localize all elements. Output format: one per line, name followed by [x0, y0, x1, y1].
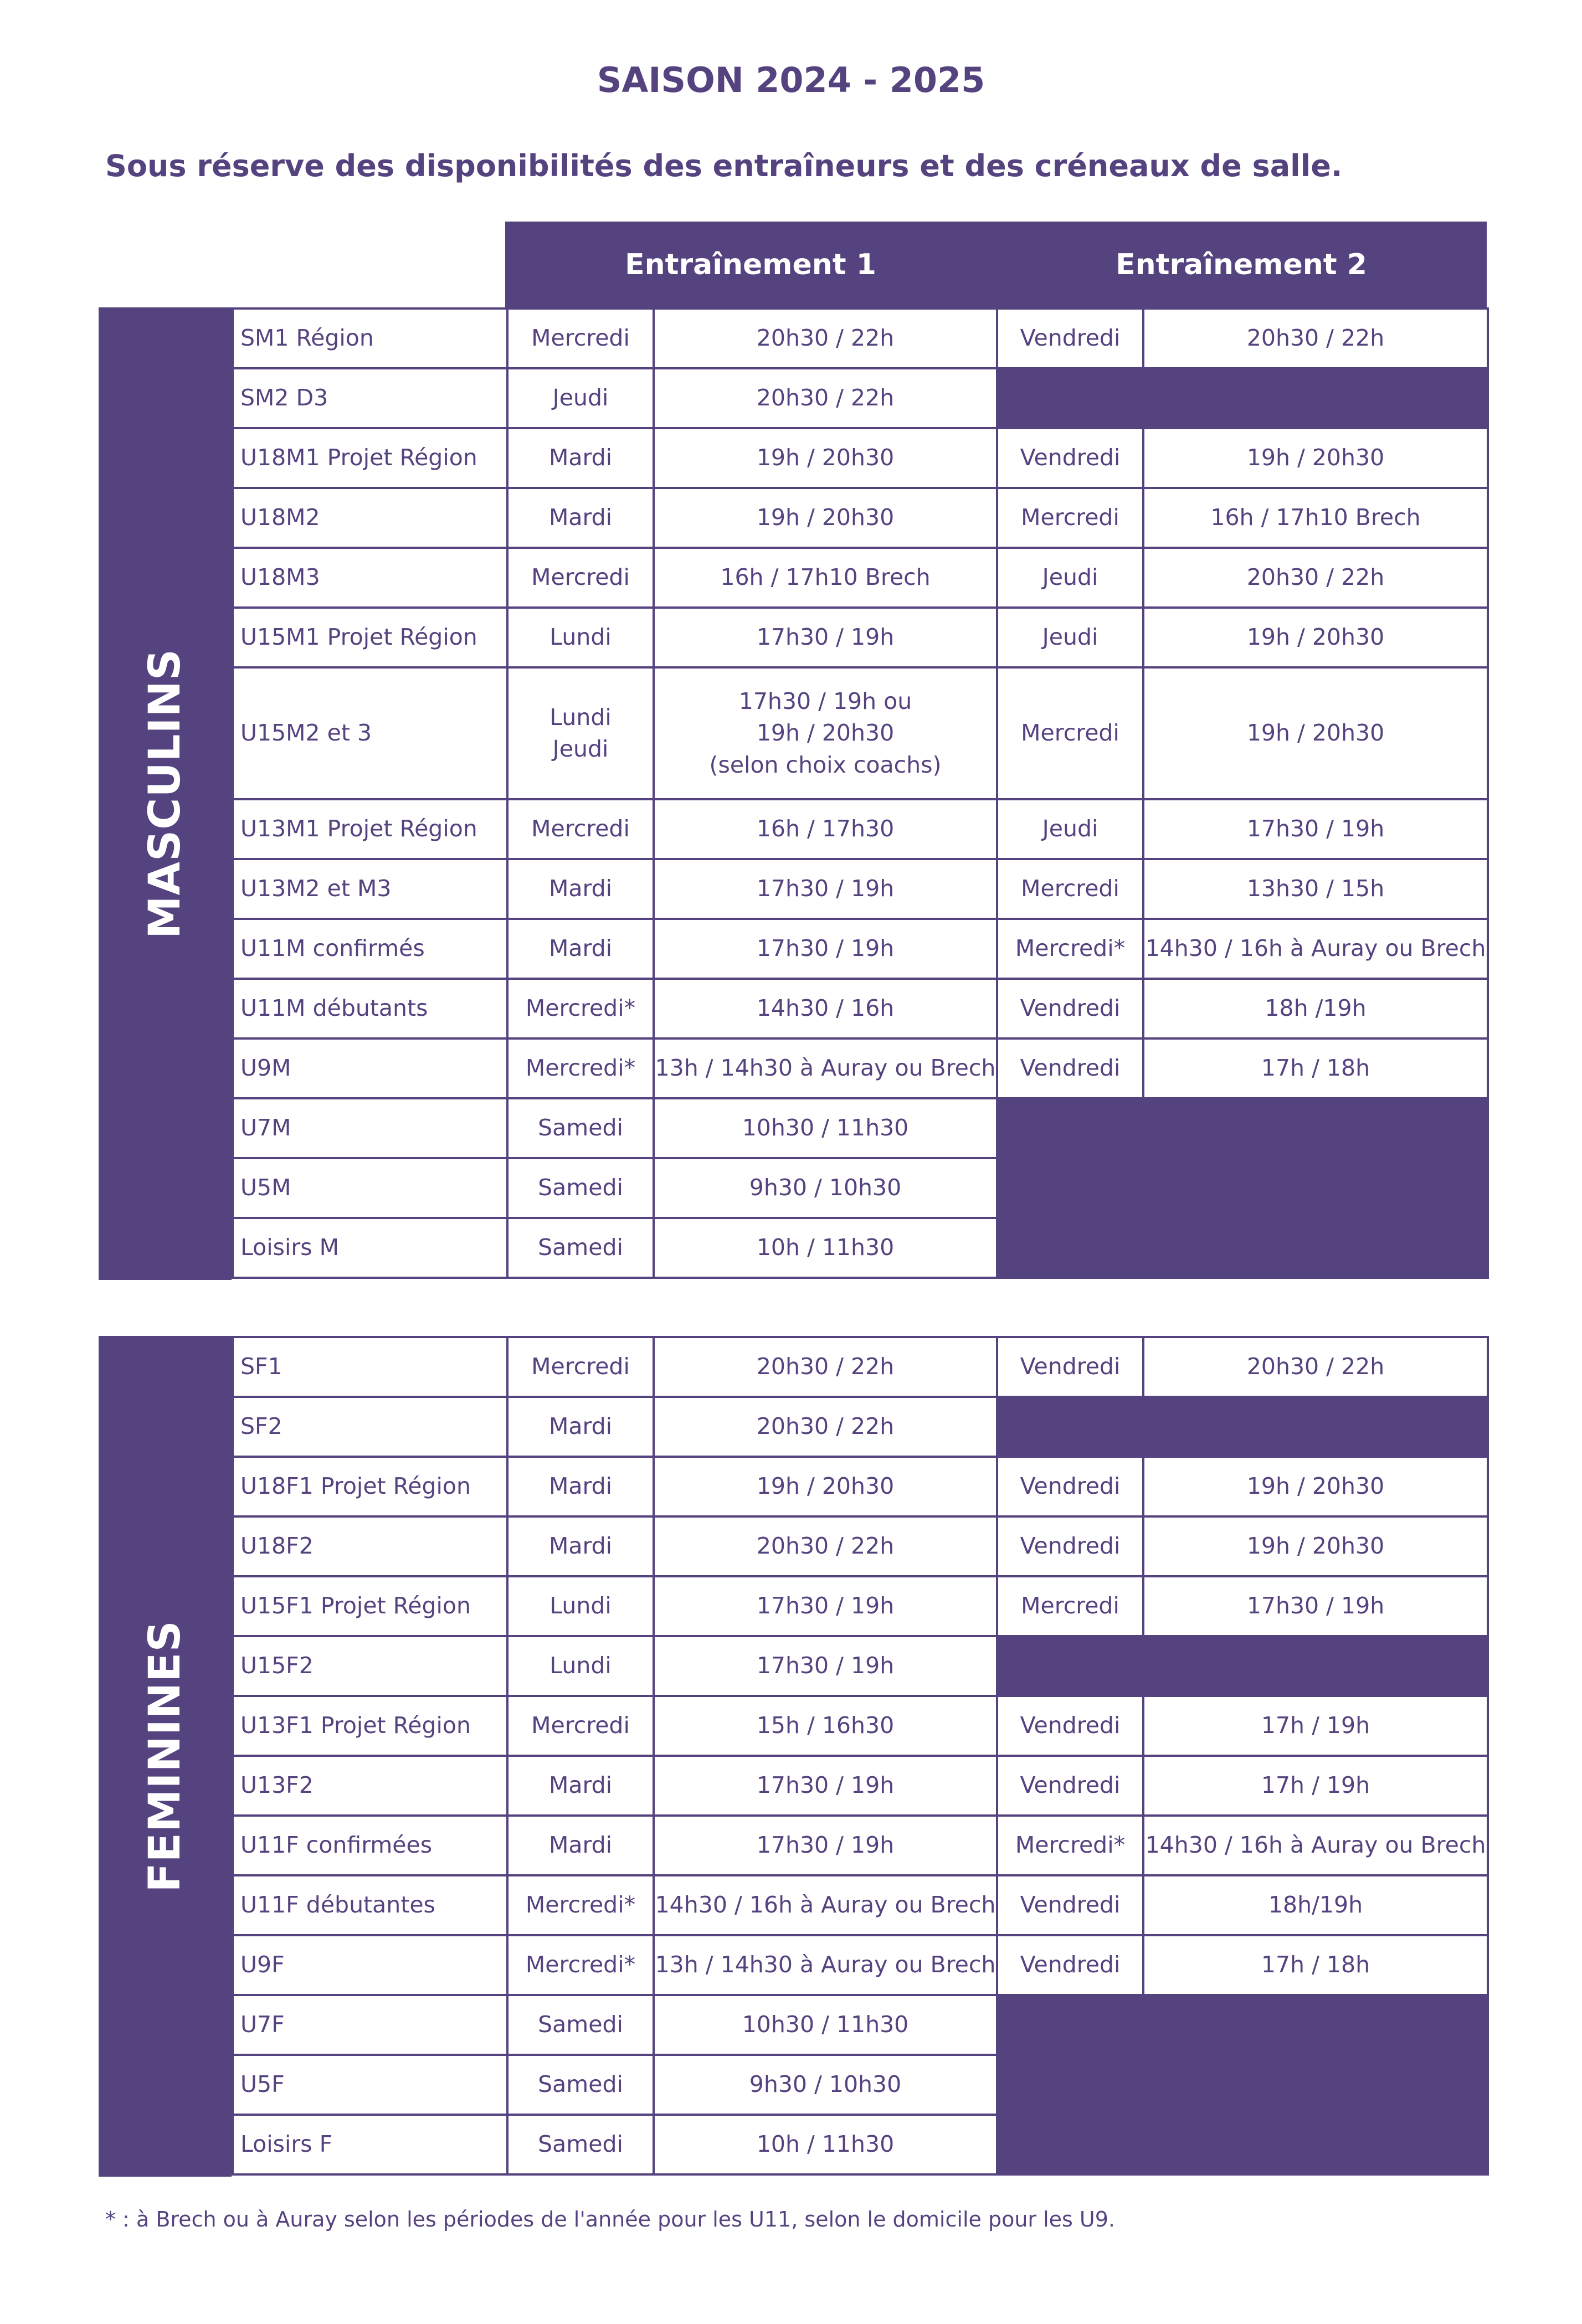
training1-time-cell [654, 667, 997, 799]
training1-day-cell: Samedi [507, 1218, 654, 1278]
training2-day-cell: Mercredi [997, 667, 1143, 799]
training1-time-cell: 10h / 11h30 [654, 1218, 997, 1278]
masculins-label: MASCULINS [140, 649, 190, 939]
training1-day-cell: Jeudi [507, 368, 654, 428]
training1-day-cell: Mercredi [507, 548, 654, 608]
table-row [233, 1516, 1488, 1576]
team-name-cell: SM2 D3 [233, 368, 507, 428]
empty-training2-cell [997, 1397, 1488, 1457]
training2-time-cell: 18h /19h [1143, 979, 1488, 1038]
training1-day-cell: Mercredi* [507, 1875, 654, 1935]
empty-training2-cell [997, 1636, 1488, 1696]
training1-day-cell: Mercredi [507, 309, 654, 368]
training1-day-cell: Lundi [507, 608, 654, 667]
training1-day-cell: Mercredi* [507, 979, 654, 1038]
training1-day-cell: Mardi [507, 1457, 654, 1516]
training2-day-cell: Mercredi [997, 859, 1143, 919]
team-name-cell: U11M confirmés [233, 919, 507, 979]
table-row [233, 799, 1488, 859]
training1-day-cell: Lundi [507, 1636, 654, 1696]
training1-day-cell: Mardi [507, 1756, 654, 1816]
training2-day-cell: Vendredi [997, 979, 1143, 1038]
team-name-cell: SF1 [233, 1337, 507, 1397]
table-row [233, 1098, 1488, 1158]
table-row [233, 1038, 1488, 1098]
training1-time-cell: 15h / 16h30 [654, 1696, 997, 1756]
training1-time-line: 19h / 20h30 [756, 719, 895, 747]
team-name-cell: U11F confirmées [233, 1816, 507, 1875]
training1-day-cell: Mardi [507, 1516, 654, 1576]
training1-time-cell: 16h / 17h10 Brech [654, 548, 997, 608]
table-row [233, 1875, 1488, 1935]
training1-time-cell: 17h30 / 19h [654, 1576, 997, 1636]
training1-time-cell: 13h / 14h30 à Auray ou Brech [654, 1038, 997, 1098]
table-row [233, 1337, 1488, 1397]
table-row [233, 919, 1488, 979]
table-row [233, 1636, 1488, 1696]
training2-time-cell: 19h / 20h30 [1143, 608, 1488, 667]
team-name-cell: U13M1 Projet Région [233, 799, 507, 859]
table-row [233, 1816, 1488, 1875]
training2-time-cell: 18h/19h [1143, 1875, 1488, 1935]
training2-time-cell: 19h / 20h30 [1143, 428, 1488, 488]
training2-day-cell: Mercredi [997, 1576, 1143, 1636]
training1-time-cell: 19h / 20h30 [654, 488, 997, 548]
training1-day-line: Lundi [549, 703, 612, 731]
training1-time-line: 17h30 / 19h ou [738, 687, 912, 714]
training2-time-cell: 20h30 / 22h [1143, 548, 1488, 608]
masculins-table [232, 307, 1489, 1279]
training1-time-cell: 17h30 / 19h [654, 859, 997, 919]
team-name-cell: SF2 [233, 1397, 507, 1457]
footnote: * : à Brech ou à Auray selon les périodes de l'année pour les U11, selon le domicile pour les U9. [105, 2207, 1115, 2232]
training1-day-cell: Mardi [507, 919, 654, 979]
team-name-cell: U18F1 Projet Région [233, 1457, 507, 1516]
training1-time-cell: 19h / 20h30 [654, 428, 997, 488]
training1-time-cell: 17h30 / 19h [654, 919, 997, 979]
training1-time-cell: 16h / 17h30 [654, 799, 997, 859]
table-row [233, 1935, 1488, 1995]
training1-day-cell: Mardi [507, 488, 654, 548]
training2-time-cell: 19h / 20h30 [1143, 1516, 1488, 1576]
training2-day-cell: Vendredi [997, 1337, 1143, 1397]
team-name-cell: U13M2 et M3 [233, 859, 507, 919]
training1-time-cell: 17h30 / 19h [654, 1636, 997, 1696]
page-subtitle: Sous réserve des disponibilités des entraîneurs et des créneaux de salle. [105, 148, 1343, 183]
training1-day-cell: Mardi [507, 1397, 654, 1457]
training1-time-cell: 20h30 / 22h [654, 1397, 997, 1457]
empty-training2-cell [997, 1995, 1488, 2174]
training1-time-line: (selon choix coachs) [709, 751, 942, 778]
training1-time-cell: 17h30 / 19h [654, 1756, 997, 1816]
training2-day-cell: Mercredi* [997, 919, 1143, 979]
training1-time-cell: 10h30 / 11h30 [654, 1098, 997, 1158]
training2-time-cell: 17h / 19h [1143, 1756, 1488, 1816]
training1-day-cell: Samedi [507, 2115, 654, 2174]
training2-time-cell: 19h / 20h30 [1143, 1457, 1488, 1516]
team-name-cell: U9M [233, 1038, 507, 1098]
team-name-cell: U5F [233, 2055, 507, 2115]
training1-time-cell: 10h30 / 11h30 [654, 1995, 997, 2055]
feminines-table [232, 1336, 1489, 2176]
team-name-cell: U18M2 [233, 488, 507, 548]
training2-time-cell: 20h30 / 22h [1143, 309, 1488, 368]
page-title: SAISON 2024 - 2025 [597, 60, 985, 100]
training1-time-cell: 20h30 / 22h [654, 1516, 997, 1576]
training2-day-cell: Vendredi [997, 309, 1143, 368]
training1-day-cell: Mardi [507, 428, 654, 488]
training1-day-cell: Lundi [507, 1576, 654, 1636]
empty-training2-cell [997, 368, 1488, 428]
team-name-cell: Loisirs M [233, 1218, 507, 1278]
training2-time-cell: 17h30 / 19h [1143, 799, 1488, 859]
training-header [505, 222, 1487, 307]
training2-time-cell: 14h30 / 16h à Auray ou Brech [1143, 1816, 1488, 1875]
team-name-cell: U11M débutants [233, 979, 507, 1038]
team-name-cell: U13F2 [233, 1756, 507, 1816]
table-row [233, 1696, 1488, 1756]
training2-time-cell: 20h30 / 22h [1143, 1337, 1488, 1397]
training2-time-cell: 19h / 20h30 [1143, 667, 1488, 799]
training1-time-cell: 19h / 20h30 [654, 1457, 997, 1516]
table-row [233, 1576, 1488, 1636]
table-row [233, 488, 1488, 548]
team-name-cell: U9F [233, 1935, 507, 1995]
table-row [233, 979, 1488, 1038]
training1-day-cell: Samedi [507, 1098, 654, 1158]
training2-day-cell: Vendredi [997, 1756, 1143, 1816]
training1-time-cell: 20h30 / 22h [654, 309, 997, 368]
training1-day-cell: Mercredi* [507, 1038, 654, 1098]
team-name-cell: U18F2 [233, 1516, 507, 1576]
training2-day-cell: Vendredi [997, 1038, 1143, 1098]
training2-time-cell: 14h30 / 16h à Auray ou Brech [1143, 919, 1488, 979]
training1-day-cell: Mercredi [507, 1337, 654, 1397]
table-row [233, 309, 1488, 368]
team-name-cell: U18M3 [233, 548, 507, 608]
training1-time-cell: 10h / 11h30 [654, 2115, 997, 2174]
feminines-section [99, 1336, 1487, 2177]
feminines-sidebar [99, 1336, 232, 2177]
training1-time-cell: 13h / 14h30 à Auray ou Brech [654, 1935, 997, 1995]
team-name-cell: U13F1 Projet Région [233, 1696, 507, 1756]
training1-time-cell: 9h30 / 10h30 [654, 2055, 997, 2115]
training1-day-cell: Mardi [507, 859, 654, 919]
training2-day-cell: Vendredi [997, 1696, 1143, 1756]
training2-day-cell: Vendredi [997, 1875, 1143, 1935]
team-name-cell: U7M [233, 1098, 507, 1158]
training2-day-cell: Vendredi [997, 1457, 1143, 1516]
training1-time-cell: 20h30 / 22h [654, 368, 997, 428]
header-training-2: Entraînement 2 [1116, 248, 1367, 281]
training2-time-cell: 17h / 18h [1143, 1935, 1488, 1995]
training2-time-cell: 16h / 17h10 Brech [1143, 488, 1488, 548]
training2-day-cell: Vendredi [997, 428, 1143, 488]
table-row [233, 1995, 1488, 2055]
header-training-1: Entraînement 1 [625, 248, 876, 281]
masculins-section [99, 307, 1487, 1280]
training1-time-cell: 14h30 / 16h [654, 979, 997, 1038]
table-row [233, 1756, 1488, 1816]
training1-time-cell: 14h30 / 16h à Auray ou Brech [654, 1875, 997, 1935]
training2-day-cell: Jeudi [997, 608, 1143, 667]
training1-day-cell [507, 667, 654, 799]
table-row [233, 608, 1488, 667]
team-name-cell: U15F1 Projet Région [233, 1576, 507, 1636]
team-name-cell: SM1 Région [233, 309, 507, 368]
training1-day-line: Jeudi [552, 736, 609, 762]
training2-time-cell: 13h30 / 15h [1143, 859, 1488, 919]
training1-time-cell: 20h30 / 22h [654, 1337, 997, 1397]
training1-time-cell: 17h30 / 19h [654, 608, 997, 667]
table-row [233, 1457, 1488, 1516]
table-row [233, 548, 1488, 608]
training2-day-cell: Vendredi [997, 1516, 1143, 1576]
empty-training2-cell [997, 1098, 1488, 1278]
training1-day-cell: Samedi [507, 2055, 654, 2115]
team-name-cell: U18M1 Projet Région [233, 428, 507, 488]
training2-day-cell: Vendredi [997, 1935, 1143, 1995]
team-name-cell: U11F débutantes [233, 1875, 507, 1935]
training1-day-cell: Mercredi [507, 1696, 654, 1756]
training1-day-cell: Mercredi [507, 799, 654, 859]
training1-day-cell: Samedi [507, 1995, 654, 2055]
team-name-cell: Loisirs F [233, 2115, 507, 2174]
training2-time-cell: 17h / 19h [1143, 1696, 1488, 1756]
training2-time-cell: 17h30 / 19h [1143, 1576, 1488, 1636]
table-row [233, 667, 1488, 799]
table-row [233, 428, 1488, 488]
table-row [233, 1397, 1488, 1457]
training1-day-cell: Mercredi* [507, 1935, 654, 1995]
team-name-cell: U5M [233, 1158, 507, 1218]
team-name-cell: U15M2 et 3 [233, 667, 507, 799]
training2-time-cell: 17h / 18h [1143, 1038, 1488, 1098]
training2-day-cell: Mercredi* [997, 1816, 1143, 1875]
training2-day-cell: Mercredi [997, 488, 1143, 548]
feminines-label: FEMININES [140, 1620, 190, 1893]
training1-day-cell: Mardi [507, 1816, 654, 1875]
table-row [233, 859, 1488, 919]
training1-time-cell: 9h30 / 10h30 [654, 1158, 997, 1218]
team-name-cell: U15M1 Projet Région [233, 608, 507, 667]
table-row [233, 368, 1488, 428]
masculins-sidebar [99, 307, 232, 1280]
team-name-cell: U15F2 [233, 1636, 507, 1696]
training1-time-cell: 17h30 / 19h [654, 1816, 997, 1875]
team-name-cell: U7F [233, 1995, 507, 2055]
training1-day-cell: Samedi [507, 1158, 654, 1218]
training2-day-cell: Jeudi [997, 799, 1143, 859]
training2-day-cell: Jeudi [997, 548, 1143, 608]
